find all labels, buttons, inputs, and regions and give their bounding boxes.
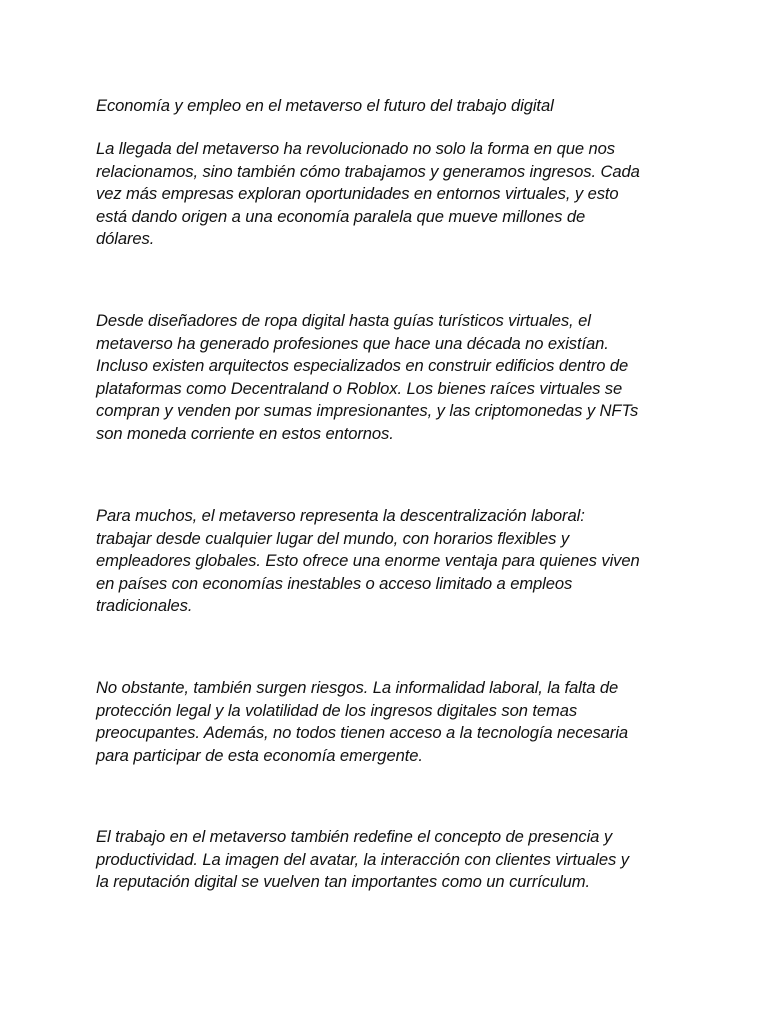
- paragraph: La llegada del metaverso ha revolucionado no solo la forma en que nos relacionamos, sino también cómo trabajamos y generamos ingresos. Cada vez más empresas exploran oportunidades en entornos virtuales, y esto está dando origen a una economía paralela que mueve millones de dólares.: [96, 139, 640, 248]
- paragraph: No obstante, también surgen riesgos. La informalidad laboral, la falta de protección legal y la volatilidad de los ingresos digitales son temas preocupantes. Además, no todos tienen acceso a la tecnología necesaria para participar de esta economía emergente.: [96, 678, 629, 765]
- paragraph: Desde diseñadores de ropa digital hasta guías turísticos virtuales, el metaverso ha generado profesiones que hace una década no existían. Incluso existen arquitectos especializados en construir edificios dentro de plataformas como Decentraland o Roblox. Los bienes raíces virtuales se compran y venden por sumas impresionantes, y las criptomonedas y NFTs son moneda corriente en estos entornos.: [96, 311, 639, 443]
- paragraph: Para muchos, el metaverso representa la descentralización laboral: trabajar desde cualquier lugar del mundo, con horarios flexibles y empleadores globales. Esto ofrece una enorme ventaja para quienes viven en países con economías inestables o acceso limitado a empleos tradicionales.: [96, 506, 640, 615]
- document-title: Economía y empleo en el metaverso el futuro del trabajo digital: [96, 96, 554, 115]
- paragraph: El trabajo en el metaverso también redefine el concepto de presencia y productividad. La imagen del avatar, la interacción con clientes virtuales y la reputación digital se vuelven tan importantes como un currículum.: [96, 827, 629, 891]
